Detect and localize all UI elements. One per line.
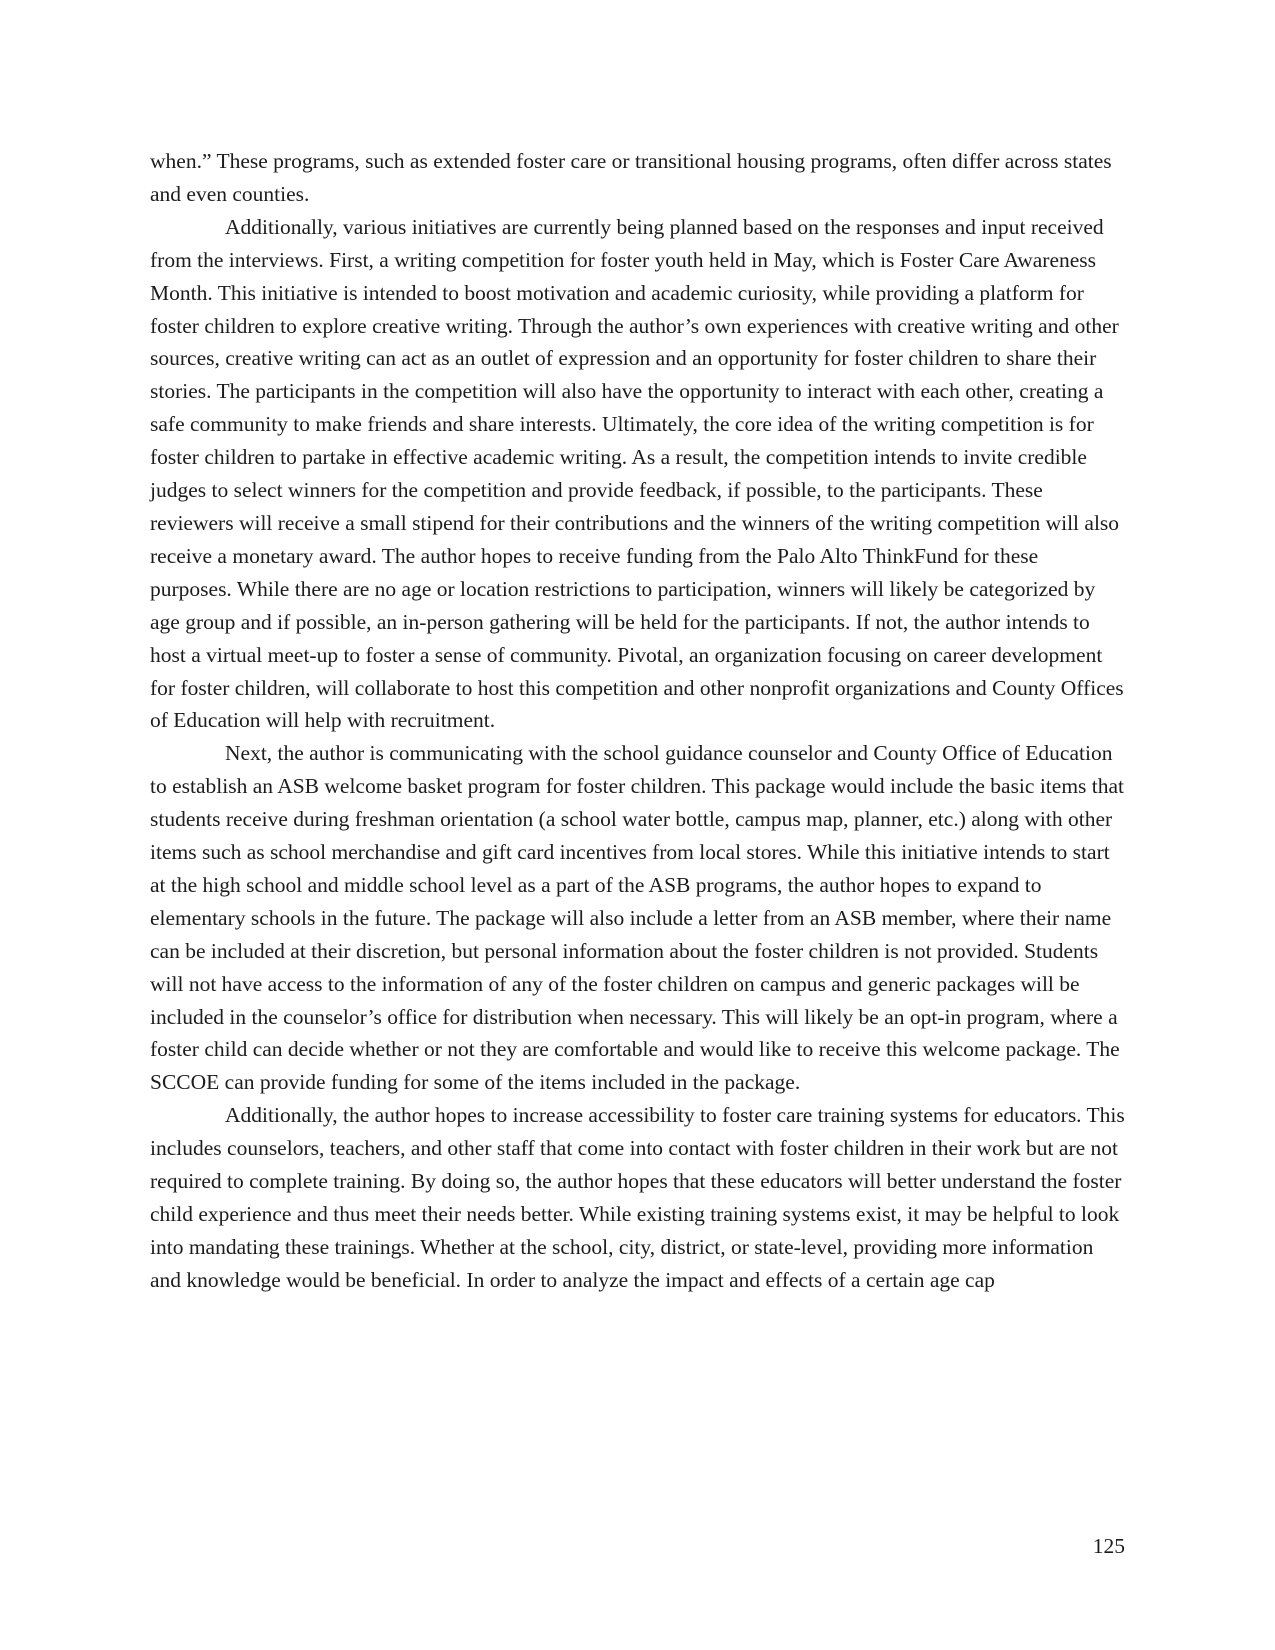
paragraph-writing-competition: Additionally, various initiatives are currently being planned based on the responses and input received from the interviews. First, a writing competition for foster youth held in May, which is Foster Care Awareness Month. This initiative is intended to boost motivation and academic curiosity, while providing a platform for foster children to explore creative writing. Through the author’s own experiences with creative writing and other sources, creative writing can act as an outlet of expression and an opportunity for foster children to share their stories. The participants in the competition will also have the opportunity to interact with each other, creating a safe community to make friends and share interests. Ultimately, the core idea of the writing competition is for foster children to partake in effective academic writing. As a result, the competition intends to invite credible judges to select winners for the competition and provide feedback, if possible, to the participants. These reviewers will receive a small stipend for their contributions and the winners of the writing competition will also receive a monetary award. The author hopes to receive funding from the Palo Alto ThinkFund for these purposes. While there are no age or location restrictions to participation, winners will likely be categorized by age group and if possible, an in-person gathering will be held for the participants. If not, the author intends to host a virtual meet-up to foster a sense of community. Pivotal, an organization focusing on career development for foster children, will collaborate to host this competition and other nonprofit organizations and County Offices of Education will help with recruitment. [150, 214, 1124, 733]
paragraph-continuation: when.” These programs, such as extended foster care or transitional housing programs, often differ across states and even counties. [150, 149, 1112, 206]
paragraph-welcome-basket: Next, the author is communicating with the school guidance counselor and County Office of Education to establish an ASB welcome basket program for foster children. This package would include the basic items that students receive during freshman orientation (a school water bottle, campus map, planner, etc.) along with other items such as school merchandise and gift card incentives from local stores. While this initiative intends to start at the high school and middle school level as a part of the ASB programs, the author hopes to expand to elementary schools in the future. The package will also include a letter from an ASB member, where their name can be included at their discretion, but personal information about the foster children is not provided. Students will not have access to the information of any of the foster children on campus and generic packages will be included in the counselor’s office for distribution when necessary. This will likely be an opt-in program, where a foster child can decide whether or not they are comfortable and would like to receive this welcome package. The SCCOE can provide funding for some of the items included in the package. [150, 741, 1125, 1095]
body-text [150, 145, 1125, 1297]
paragraph-educator-training: Additionally, the author hopes to increase accessibility to foster care training systems for educators. This includes counselors, teachers, and other staff that come into contact with foster children in their work but are not required to complete training. By doing so, the author hopes that these educators will better understand the foster child experience and thus meet their needs better. While existing training systems exist, it may be helpful to look into mandating these trainings. Whether at the school, city, district, or state-level, providing more information and knowledge would be beneficial. In order to analyze the impact and effects of a certain age cap [150, 1103, 1125, 1292]
page-number: 125 [1092, 1534, 1125, 1558]
